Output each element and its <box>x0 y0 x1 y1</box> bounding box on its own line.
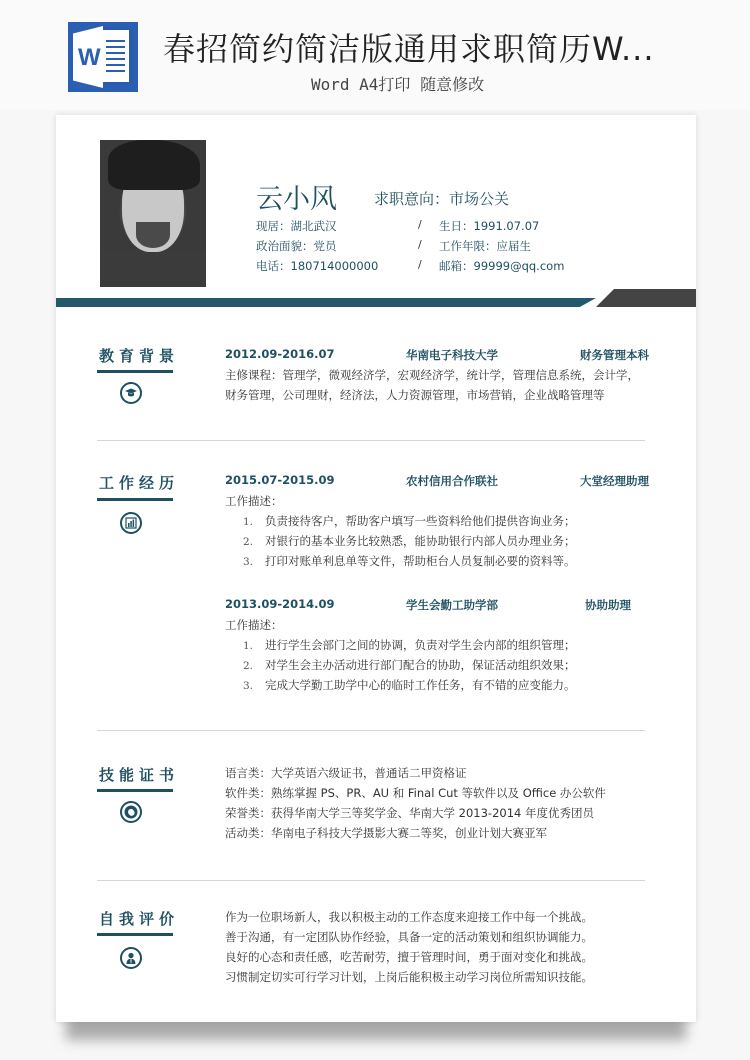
self-evaluation-line: 作为一位职场新人，我以积极主动的工作态度来迎接工作中每一个挑战。 <box>225 910 593 924</box>
work-date: 2015.07-2015.09 <box>225 473 335 487</box>
skill-line-language: 语言类：大学英语六级证书，普通话二甲资格证 <box>225 766 467 780</box>
work-desc-item: 1. 进行学生会部门之间的协调，负责对学生会内部的组织管理； <box>243 638 576 652</box>
profile-photo <box>100 140 206 287</box>
top-banner <box>0 0 750 110</box>
info-email: 邮箱：99999@qq.com <box>439 259 565 273</box>
info-residence: 现居：湖北武汉 <box>256 219 337 233</box>
info-political-status: 政治面貌：党员 <box>256 239 337 253</box>
work-desc-label: 工作描述： <box>225 494 283 508</box>
section-divider <box>97 440 645 441</box>
section-divider <box>97 730 645 731</box>
person-icon <box>120 947 142 969</box>
work-desc-label: 工作描述： <box>225 618 283 632</box>
info-phone: 电话：180714000000 <box>256 259 379 273</box>
header-bar <box>56 298 596 307</box>
education-course-line: 财务管理，公司理财，经济法，人力资源管理，市场营销，企业战略管理等 <box>225 388 605 402</box>
work-role: 协助助理 <box>585 598 631 612</box>
section-title-work: 工作经历 <box>99 474 180 492</box>
education-date: 2012.09-2016.07 <box>225 347 335 361</box>
section-divider <box>97 880 645 881</box>
work-desc-item: 2. 对银行的基本业务比较熟悉，能协助银行内部人员办理业务； <box>243 534 576 548</box>
info-work-years: 工作年限：应届生 <box>439 239 531 253</box>
candidate-name: 云小风 <box>256 184 337 215</box>
work-organization: 农村信用合作联社 <box>406 474 498 488</box>
section-underline <box>97 933 173 936</box>
mouse-icon <box>120 801 142 823</box>
work-desc-item: 3. 打印对账单利息单等文件，帮助柜台人员复制必要的资料等。 <box>243 554 576 568</box>
skill-line-software: 软件类：熟练掌握 PS、PR、AU 和 Final Cut 等软件以及 Office 办公软件 <box>225 786 606 800</box>
section-title-skills: 技能证书 <box>99 766 180 784</box>
word-icon <box>68 22 138 92</box>
resume-page <box>56 115 696 1022</box>
info-separator: / <box>418 218 422 231</box>
info-separator: / <box>418 258 422 271</box>
work-role: 大堂经理助理 <box>580 474 649 488</box>
skill-line-honors: 荣誉类：获得华南大学三等奖学金、华南大学 2013-2014 年度优秀团员 <box>225 806 594 820</box>
section-underline <box>97 498 173 501</box>
section-title-self-evaluation: 自我评价 <box>99 910 180 928</box>
education-major: 财务管理本科 <box>580 348 649 362</box>
self-evaluation-line: 习惯制定切实可行学习计划，上岗后能积极主动学习岗位所需知识技能。 <box>225 970 593 984</box>
section-underline <box>97 370 173 373</box>
work-entry-header <box>225 473 649 489</box>
section-title-education: 教育背景 <box>99 347 180 365</box>
word-icon-letter: W <box>78 44 101 71</box>
header-bar-accent <box>596 289 696 307</box>
job-intent: 求职意向：市场公关 <box>374 190 510 208</box>
info-separator: / <box>418 238 422 251</box>
education-entry-header <box>225 347 649 363</box>
education-school: 华南电子科技大学 <box>406 348 498 362</box>
self-evaluation-line: 良好的心态和责任感，吃苦耐劳，擅于管理时间，勇于面对变化和挑战。 <box>225 950 593 964</box>
document-subtitle: Word A4打印 随意修改 <box>311 75 485 94</box>
work-desc-item: 2. 对学生会主办活动进行部门配合的协助，保证活动组织效果； <box>243 658 576 672</box>
work-organization: 学生会勤工助学部 <box>406 598 498 612</box>
work-entry-header <box>225 597 631 613</box>
work-date: 2013.09-2014.09 <box>225 597 335 611</box>
graduation-cap-icon <box>120 382 142 404</box>
self-evaluation-line: 善于沟通，有一定团队协作经验，具备一定的活动策划和组织协调能力。 <box>225 930 593 944</box>
info-birthday: 生日：1991.07.07 <box>439 219 540 233</box>
education-course-line: 主修课程：管理学，微观经济学，宏观经济学，统计学，管理信息系统，会计学， <box>225 368 639 382</box>
document-title: 春招简约简洁版通用求职简历W... <box>163 30 655 68</box>
work-desc-item: 3. 完成大学勤工助学中心的临时工作任务，有不错的应变能力。 <box>243 678 576 692</box>
skill-line-activities: 活动类：华南电子科技大学摄影大赛二等奖，创业计划大赛亚军 <box>225 826 547 840</box>
bar-chart-icon <box>120 512 142 534</box>
work-desc-item: 1. 负责接待客户，帮助客户填写一些资料给他们提供咨询业务； <box>243 514 576 528</box>
section-underline <box>97 789 173 792</box>
